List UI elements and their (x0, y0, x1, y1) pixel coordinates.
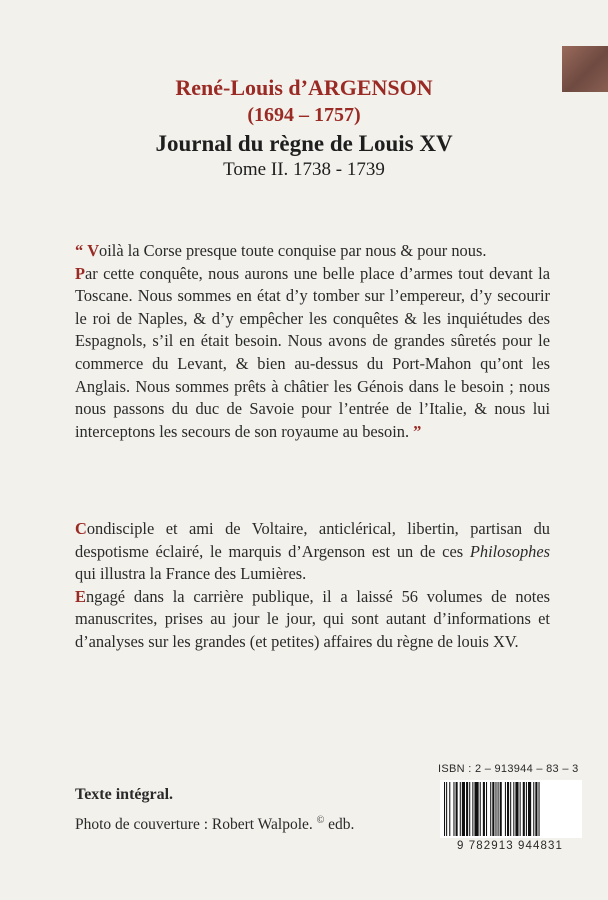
barcode-bar (490, 782, 491, 836)
barcode-bar (539, 782, 540, 836)
isbn-label: ISBN : 2 – 913944 – 83 – 3 (438, 763, 579, 775)
bio-text-1b: qui illustra la France des Lumières. (75, 564, 307, 584)
bio-paragraph-1 (75, 518, 550, 586)
barcode-bar (462, 782, 465, 836)
barcode-bar (472, 782, 473, 836)
quote-block (75, 240, 550, 443)
quote-text-2: ar cette conquête, nous aurons une belle place d’armes tout devant la Toscane. Nous sommes en état d’y tomber sur l’empereur, d’y secourir le roi de Naples, & d’y empêcher les conquêtes & les inquiétudes des Espagnols, s’il en était besoin. Nous avons de grandes sûretés pour le commerce du Levant, & bien au-dessus du Port-Mahon qu’ont les Anglais. Nous sommes prêts à châtier les Génois dans le besoin ; nous nous passons du duc de Savoie pour l’entrée de l’Italie, & nous lui interceptons les secours de son royaume au besoin. (75, 263, 550, 441)
barcode-bar (495, 782, 496, 836)
barcode-bar (500, 782, 502, 836)
barcode-graphic (440, 780, 582, 838)
barcode-bar (498, 782, 499, 836)
barcode-bar (526, 782, 527, 836)
barcode-bar (480, 782, 481, 836)
open-quote-mark: “ (75, 241, 84, 260)
barcode-bar (460, 782, 461, 836)
texte-integral: Texte intégral. (75, 786, 174, 803)
barcode-bar (507, 782, 509, 836)
barcode-bar (444, 782, 445, 836)
barcode-bar (535, 782, 537, 836)
barcode-bar (520, 782, 521, 836)
volume-info: Tome II. 1738 - 1739 (223, 159, 385, 180)
author-dates: (1694 – 1757) (247, 104, 361, 126)
barcode-bar (449, 782, 450, 836)
header (0, 74, 608, 182)
barcode-bar (453, 782, 454, 836)
barcode-bar (528, 782, 531, 836)
publisher-name: edb. (328, 816, 355, 834)
copyright-mark: © (316, 815, 325, 826)
barcode-bar (486, 782, 487, 836)
bio-text-2: ngagé dans la carrière publique, il a laissé 56 volumes de notes manuscrites, prises au jour le jour, qui sont autant d’informations et d’analyses sur les grandes (et petites) affaires du règne de louis XV. (75, 586, 550, 651)
barcode-bar (515, 782, 518, 836)
author-name: René-Louis d’ARGENSON (175, 75, 433, 100)
barcode-bar (523, 782, 525, 836)
barcode-bar (492, 782, 494, 836)
bio-initial-e: E (75, 586, 86, 606)
barcode-bar (466, 782, 468, 836)
bio-italic-philosophes: Philosophes (469, 541, 550, 561)
barcode-bar (533, 782, 534, 836)
biography (75, 518, 550, 654)
bio-paragraph-2 (75, 586, 550, 654)
barcode-bar (469, 782, 470, 836)
book-title: Journal du règne de Louis XV (155, 131, 453, 156)
barcode-bar (456, 782, 458, 836)
bio-text-1a: ondisciple et ami de Voltaire, anticlérical, libertin, partisan du despotisme éclairé, le marquis d’Argenson est un de ces (75, 519, 550, 561)
barcode-bar (513, 782, 514, 836)
barcode-bar (446, 782, 447, 836)
quote-line-1 (75, 240, 550, 263)
quote-text-1: oilà la Corse presque toute conquise par nous & pour nous. (99, 241, 487, 260)
quote-initial-p: P (75, 263, 86, 283)
barcode-bar (474, 782, 478, 836)
quote-initial-v: V (87, 241, 100, 260)
quote-paragraph-2 (75, 263, 550, 444)
bio-initial-c: C (75, 519, 87, 538)
close-quote-mark: ” (413, 421, 422, 441)
photo-credit-text: Photo de couverture : Robert Walpole. (75, 816, 313, 834)
barcode-digits: 9 782913 944831 (456, 840, 564, 852)
isbn-barcode (440, 780, 582, 838)
barcode-bar (505, 782, 506, 836)
photo-credit (75, 815, 354, 834)
barcode-bar (483, 782, 485, 836)
barcode-bar (510, 782, 511, 836)
